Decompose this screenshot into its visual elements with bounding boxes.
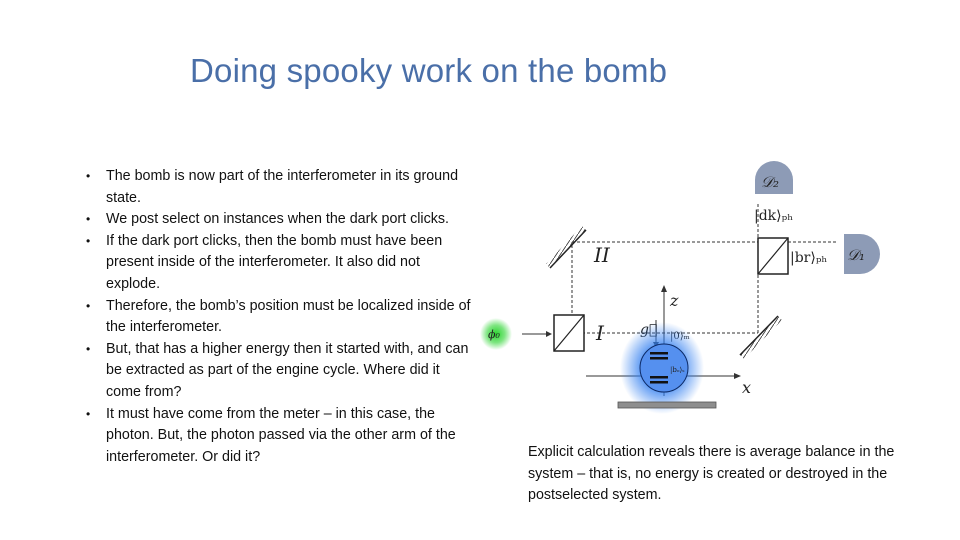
interferometer-diagram bbox=[478, 150, 898, 420]
page-title: Doing spooky work on the bomb bbox=[190, 52, 668, 89]
bullet-item: • But, that has a higher energy then it started with, and can be extracted as part of the engine cycle. Where did it come from? bbox=[84, 339, 476, 404]
mirror-top-left bbox=[546, 226, 586, 268]
arm-lower-label: I bbox=[596, 321, 604, 345]
dark-port-label: |dk⟩ₚₕ bbox=[754, 208, 794, 224]
bullet-item: • The bomb is now part of the interferometer in its ground state. bbox=[84, 166, 476, 209]
bright-port-label: |br⟩ₚₕ bbox=[790, 250, 828, 266]
x-axis-label: x bbox=[742, 378, 752, 397]
detector-d2 bbox=[755, 161, 793, 194]
bullet-item: • It must have come from the meter – in this case, the photon. But, the photon passed via the other arm of the interferometer. Or did it? bbox=[84, 404, 476, 469]
bomb bbox=[620, 322, 704, 414]
bullet-list bbox=[84, 166, 476, 468]
arm-upper-label: II bbox=[594, 243, 610, 267]
mirror-bottom-right bbox=[740, 316, 782, 359]
z-axis-label: z bbox=[670, 291, 679, 310]
input-phase bbox=[480, 318, 552, 350]
detector-d2-label: 𝒟₂ bbox=[761, 173, 779, 191]
caption-text: Explicit calculation reveals there is average balance in the system – that is, no energy is created or destroyed in the postselected system. bbox=[528, 444, 895, 504]
beam-splitter-top-right bbox=[758, 238, 788, 274]
detector-d1-label: 𝒟₁ bbox=[847, 246, 865, 264]
detector-d1 bbox=[844, 234, 880, 274]
beam-paths bbox=[572, 204, 838, 333]
bomb-state-label: |bₒ⟩ₛ bbox=[670, 366, 685, 374]
ground-platform bbox=[618, 402, 716, 408]
bullet-item: • Therefore, the bomb’s position must be localized inside of the interferometer. bbox=[84, 296, 476, 339]
phase-label: ϕ₀ bbox=[488, 328, 500, 341]
bullet-item: • If the dark port clicks, then the bomb must have been present inside of the interferometer. It also did not explode. bbox=[84, 231, 476, 296]
bullet-item: • We post select on instances when the dark port clicks. bbox=[84, 209, 476, 231]
beam-splitter-bottom-left bbox=[554, 315, 584, 351]
